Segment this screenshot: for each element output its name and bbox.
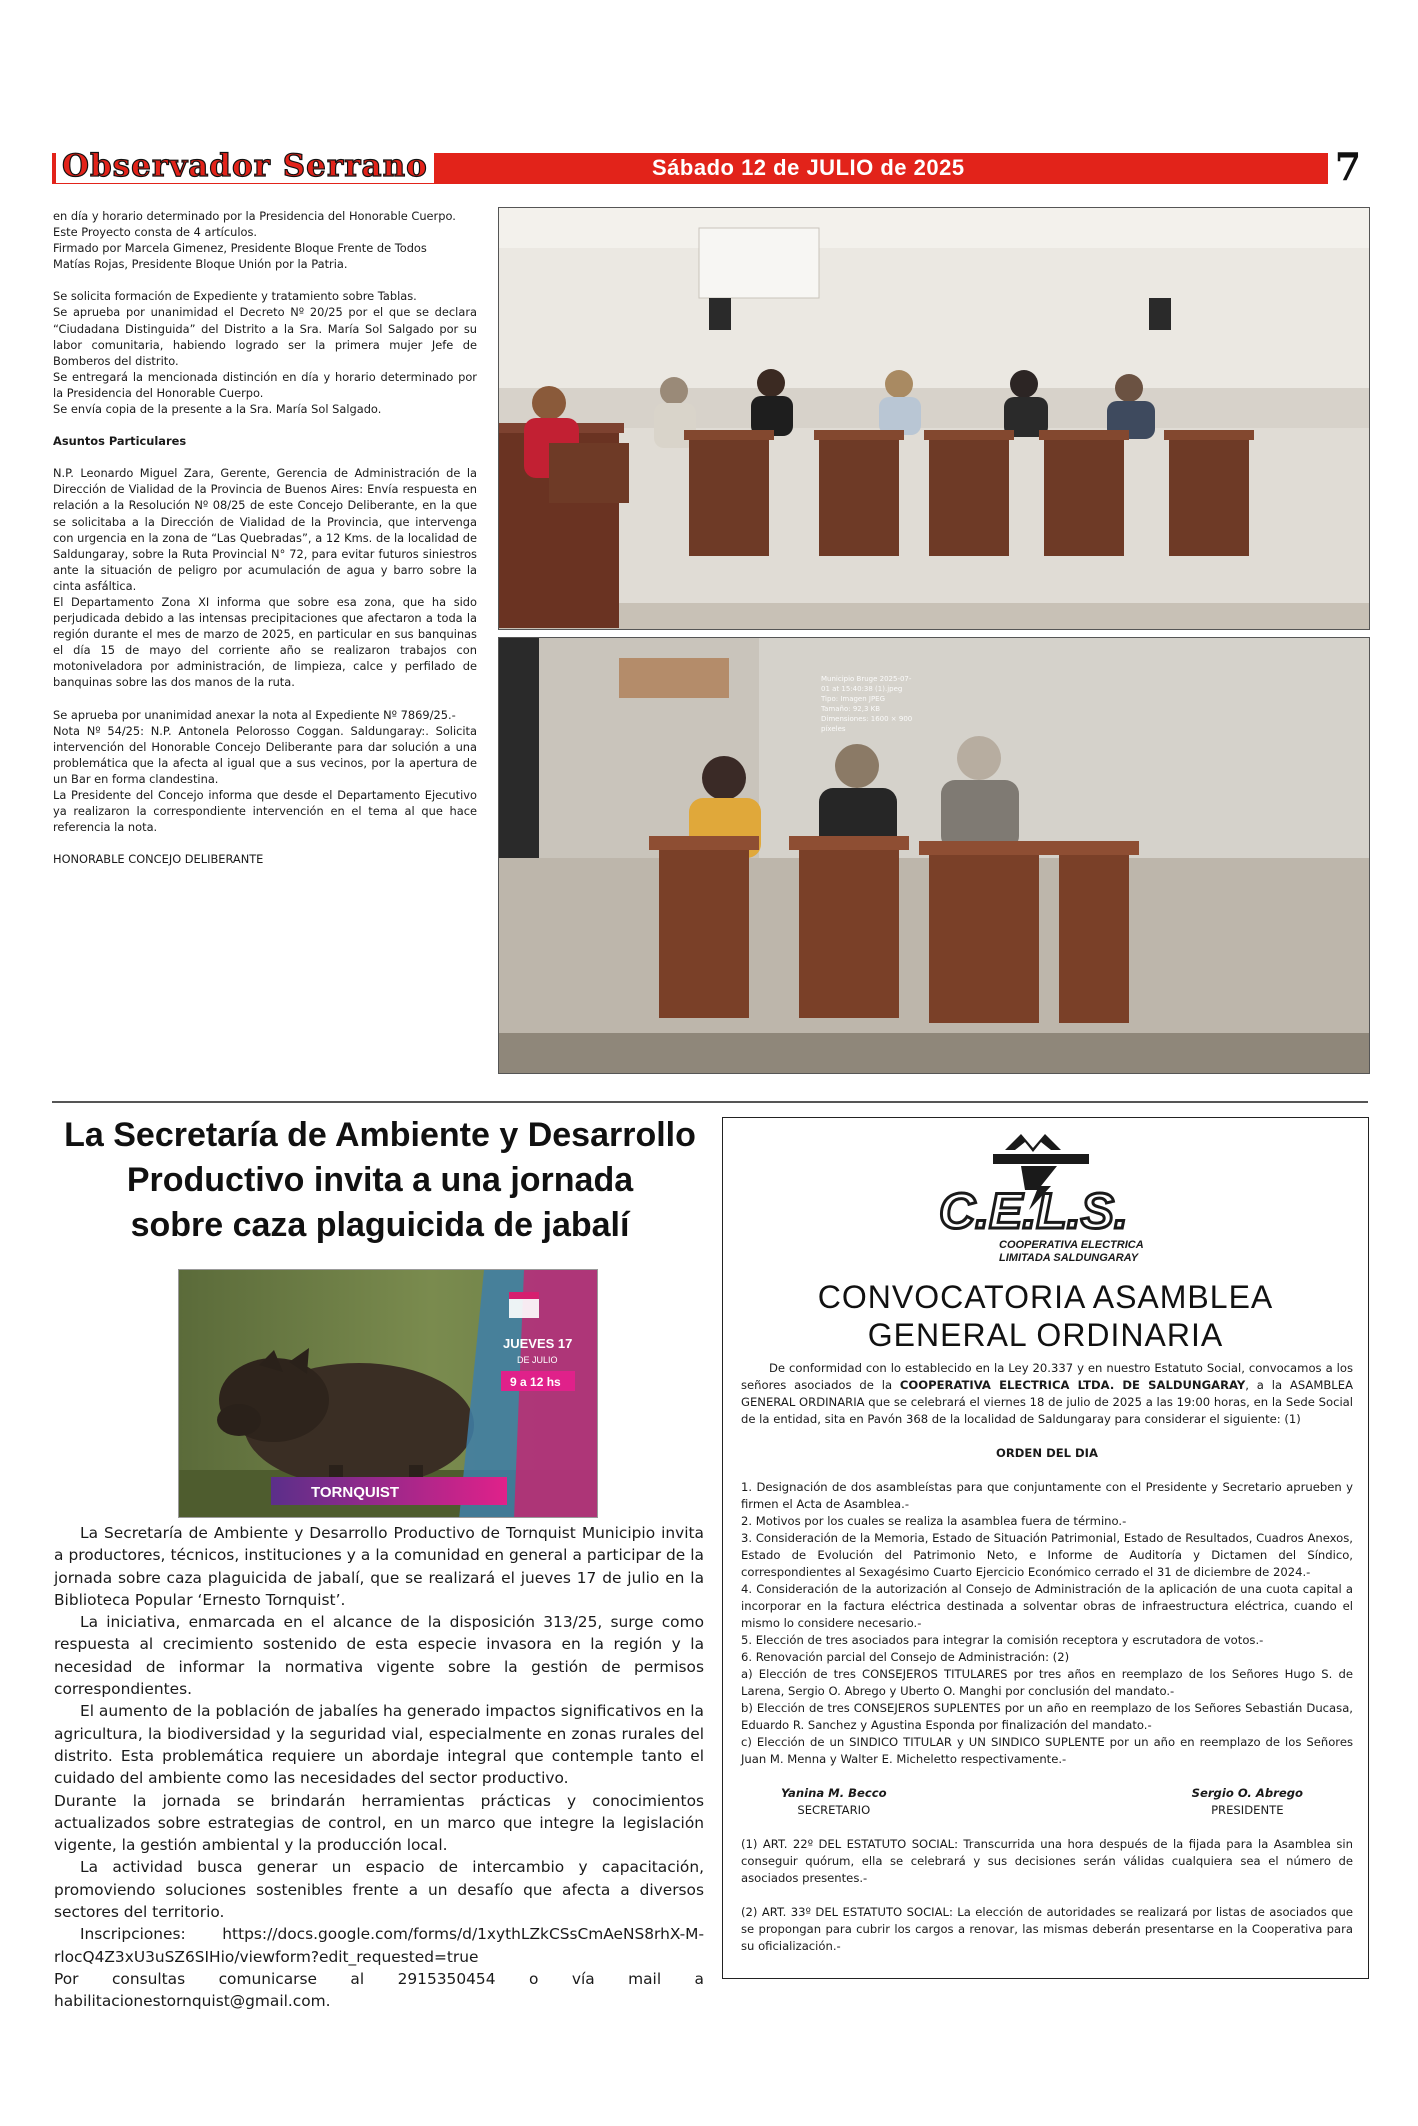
headline-line: La Secretaría de Ambiente y Desarrollo: [64, 1116, 696, 1154]
minutes-paragraph: Nota Nº 54/25: N.P. Antonela Pelorosso Coggan. Saldungaray:. Solicita intervención del Honorable Concejo Deliberante para dar solución a una problemática que la afecta al igual que a sus vecinos, por la apertura de un Bar en forma clandestina.: [53, 723, 477, 786]
masthead-band: [52, 144, 1368, 189]
notice-title: [723, 1278, 1368, 1354]
paragraph-gap: [53, 417, 477, 433]
minutes-paragraph: Firmado por Marcela Gimenez, Presidente Bloque Frente de Todos: [53, 241, 427, 256]
section-divider: [52, 1101, 1368, 1103]
council-session-photo: [498, 207, 1370, 630]
logo-subtitle-1: COOPERATIVA ELECTRICA: [999, 1239, 1144, 1251]
event-place: TORNQUIST: [311, 1484, 400, 1501]
cels-logo: [933, 1130, 1149, 1270]
footnote-2: (2) ART. 33º DEL ESTATUTO SOCIAL: La elección de autoridades se realizará por listas de asociados que se propongan para cubrir los cargos a renovar, las mismas deberán presentarse en la Cooperativa para su oficialización.-: [741, 1905, 1353, 1953]
headline-line: Productivo invita a una jornada: [126, 1161, 634, 1199]
signature-secretary: [781, 1785, 887, 1819]
president-role: PRESIDENTE: [1211, 1803, 1284, 1817]
overlay-line: Tamaño: 92,3 KB: [821, 705, 881, 713]
minutes-paragraph: Se envía copia de la presente a la Sra. María Sol Salgado.: [53, 402, 382, 417]
agenda-item: 6. Renovación parcial del Consejo de Administración: (2): [741, 1650, 1070, 1664]
agenda-item: a) Elección de tres CONSEJEROS TITULARES por tres años en reemplazo de los Señores Hugo S. de Larena, Sergio O. Abrego y Uberto O. Manghi por conclusión del mandato.-: [741, 1667, 1353, 1698]
agenda-item: b) Elección de tres CONSEJEROS SUPLENTES por un año en reemplazo de los Señores Sebastián Ducasa, Eduardo R. Sanchez y Agustina Esponda por finalización del mandato.-: [741, 1701, 1353, 1732]
agenda-item: 2. Motivos por los cuales se realiza la asamblea fuera de término.-: [741, 1514, 1127, 1528]
logo-subtitle-2: LIMITADA SALDUNGARAY: [999, 1252, 1139, 1264]
signatures: [741, 1785, 1353, 1819]
notice-intro: De conformidad con lo establecido en la Ley 20.337 y en nuestro Estatuto Social, convocamos a los señores asociados de la COOPERATIVA ELECTRICA LTDA. DE SALDUNGARAY, a la ASAMBLEA GENERAL ORDINARIA que se celebrará el viernes 18 de julio de 2025 a las 19:00 horas, en la Sede Social de la entidad, sita en Pavón 368 de la localidad de Saldungaray para considerar el siguiente: (1): [741, 1361, 1354, 1426]
minutes-paragraph: HONORABLE CONCEJO DELIBERANTE: [53, 852, 264, 867]
minutes-paragraph: en día y horario determinado por la Presidencia del Honorable Cuerpo.: [53, 209, 456, 223]
minutes-paragraph: Este Proyecto consta de 4 artículos.: [53, 225, 258, 240]
overlay-line: píxeles: [821, 725, 846, 733]
minutes-paragraph: Matías Rojas, Presidente Bloque Unión por la Patria.: [53, 257, 348, 272]
article-paragraph: Por consultas comunicarse al 2915350454 o vía mail a habilitacionestornquist@gmail.com.: [54, 1969, 704, 2011]
council-minutes-column: [53, 208, 477, 867]
agenda-item: c) Elección de un SINDICO TITULAR y UN SINDICO SUPLENTE por un año en reemplazo de los Señores Juan M. Menna y Walter E. Micheletto respectivamente.-: [741, 1735, 1353, 1766]
agenda-list: [741, 1479, 1353, 1768]
overlay-line: 01 at 15:40:38 (1).jpeg: [821, 685, 903, 693]
article-paragraph: La Secretaría de Ambiente y Desarrollo Productivo de Tornquist Municipio invita a productores, técnicos, instituciones y a la comunidad en general a participar de la jornada sobre caza plaguicida de jabalí, que se realizará el jueves 17 de julio en la Biblioteca Popular ‘Ernesto Tornquist’.: [54, 1524, 704, 1609]
minutes-paragraph: N.P. Leonardo Miguel Zara, Gerente, Gerencia de Administración de la Dirección de Vialidad de la Provincia de Buenos Aires: Envía respuesta en relación a la Resolución Nº 08/25 de este Concejo Deliberante, en la que se solicitaba a la Dirección de Vialidad de la Provincia, que intervenga con urgencia en la zona de “Las Quebradas”, a 12 Kms. de la localidad de Saldungaray, sobre la Ruta Provincial N° 72, para evitar futuros siniestros ante la situación de peligro por acumulación de agua y barro sobre la cinta asfáltica.: [53, 466, 477, 593]
event-time: 9 a 12 hs: [510, 1375, 561, 1389]
section-heading: Asuntos Particulares: [53, 434, 187, 449]
article-paragraph: La iniciativa, enmarcada en el alcance de la disposición 313/25, surge como respuesta al crecimiento sostenido de esta especie invasora en la región y la necesidad de informar la normativa vigente sobre la gestión de permisos correspondientes.: [54, 1613, 704, 1699]
footnote-1: (1) ART. 22º DEL ESTATUTO SOCIAL: Transcurrida una hora después de la fijada para la Asamblea sin conseguir quórum, ella se celebrará y sus decisiones serán válidas cualquiera sea el número de asociados presentes.-: [741, 1837, 1353, 1885]
article-paragraph: La actividad busca generar un espacio de intercambio y capacitación, promoviendo soluciones sostenibles frente a un desafío que afecta a diversos sectores del territorio.: [54, 1858, 704, 1922]
paragraph-gap: [53, 691, 477, 707]
paragraph-gap: [53, 272, 477, 288]
council-members-photo: [498, 637, 1370, 1074]
agenda-title: ORDEN DEL DIA: [996, 1446, 1098, 1460]
cooperative-notice: [722, 1117, 1369, 1979]
wild-boar-image: [178, 1269, 598, 1518]
secretary-role: SECRETARIO: [797, 1803, 871, 1817]
logo-text: C.E.L.S.: [939, 1183, 1128, 1239]
notice-title-line: CONVOCATORIA ASAMBLEA: [817, 1279, 1274, 1315]
article-paragraph: Durante la jornada se brindarán herramientas prácticas y conocimientos actualizados sobre estrategias de control, en un marco que integre la legislación vigente, la gestión ambiental y la producción local.: [54, 1791, 704, 1855]
article-body: [54, 1522, 704, 2013]
calendar-icon: [509, 1292, 539, 1318]
issue-date: Sábado 12 de JULIO de 2025: [652, 155, 965, 180]
file-info-overlay: [821, 674, 925, 734]
minutes-paragraph: La Presidente del Concejo informa que desde el Departamento Ejecutivo ya realizaron la correspondiente intervención en el tema al que hace referencia la nota.: [53, 788, 477, 835]
paragraph-gap: [53, 449, 477, 465]
event-day: JUEVES 17: [503, 1336, 573, 1351]
agenda-item: 4. Consideración de la autorización al Consejo de Administración de la aplicación de una cuota capital a incorporar en la factura eléctrica destinada a solventar obras de infraestructura eléctrica, cuando el mismo lo considere necesario.-: [741, 1582, 1353, 1630]
article-paragraph: Inscripciones: https://docs.google.com/forms/d/1xythLZkCSsCmAeNS8rhX-M-rlocQ4Z3xU3uSZ6SIHio/viewform?edit_requested=true: [54, 1925, 704, 1966]
agenda-item: 3. Consideración de la Memoria, Estado de Situación Patrimonial, Estado de Resultados, Cuadros Anexos, Estado de Evolución del Patrimonio Neto, e Informe de Auditoría y Dictamen del Síndico, correspondientes al Sexagésimo Cuarto Ejercicio Económico cerrado el 31 de diciembre de 2024.-: [741, 1531, 1353, 1579]
minutes-paragraph: Se aprueba por unanimidad el Decreto Nº 20/25 por el que se declara “Ciudadana Distinguida” del Distrito a la Sra. María Sol Salgado por su labor comunitaria, habiendo logrado ser la primera mujer Jefe de Bomberos del distrito.: [53, 305, 477, 368]
minutes-paragraph: El Departamento Zona XI informa que sobre esa zona, que ha sido perjudicada debido a las intensas precipitaciones que afectaron a toda la región durante el mes de marzo de 2025, en particular en sus banquinas el día 15 de mayo del corriente año se realizaron trabajos con motoniveladora por administración, de limpieza, calce y perfilado de banquinas sobre las dos manos de la ruta.: [53, 594, 477, 690]
article-paragraph: El aumento de la población de jabalíes ha generado impactos significativos en la agricultura, la biodiversidad y la seguridad vial, especialmente en zonas rurales del distrito. Esta problemática requiere un abordaje integral que contemple tanto el cuidado del ambiente como las necesidades del sector productivo.: [54, 1702, 704, 1788]
overlay-line: Dimensiones: 1600 × 900: [821, 715, 913, 723]
president-name: Sergio O. Abrego: [1191, 1786, 1303, 1800]
agenda-item: 1. Designación de dos asambleístas para que conjuntamente con el Presidente y Secretario aprueben y firmen el Acta de Asamblea.-: [741, 1480, 1353, 1511]
signature-president: [1192, 1785, 1303, 1819]
overlay-line: Tipo: Imagen JPEG: [821, 695, 886, 703]
overlay-line: Municipio Bruge 2025-07-: [821, 675, 912, 683]
minutes-paragraph: Se aprueba por unanimidad anexar la nota al Expediente Nº 7869/25.-: [53, 707, 456, 722]
notice-title-line: GENERAL ORDINARIA: [867, 1317, 1224, 1353]
agenda-item: 5. Elección de tres asociados para integrar la comisión receptora y escrutadora de votos.-: [741, 1633, 1264, 1647]
paragraph-gap: [53, 835, 477, 851]
event-month: DE JULIO: [517, 1355, 558, 1365]
notice-body: [741, 1360, 1353, 1955]
article-headline: [52, 1113, 708, 1248]
paper-name: Observador Serrano: [56, 149, 434, 183]
secretary-name: Yanina M. Becco: [781, 1786, 887, 1800]
headline-line: sobre caza plaguicida de jabalí: [130, 1206, 630, 1244]
minutes-paragraph: Se solicita formación de Expediente y tratamiento sobre Tablas.: [53, 289, 417, 304]
minutes-paragraph: Se entregará la mencionada distinción en día y horario determinado por la Presidencia del Honorable Cuerpo.: [53, 369, 477, 400]
page-number: 7: [1328, 147, 1368, 187]
